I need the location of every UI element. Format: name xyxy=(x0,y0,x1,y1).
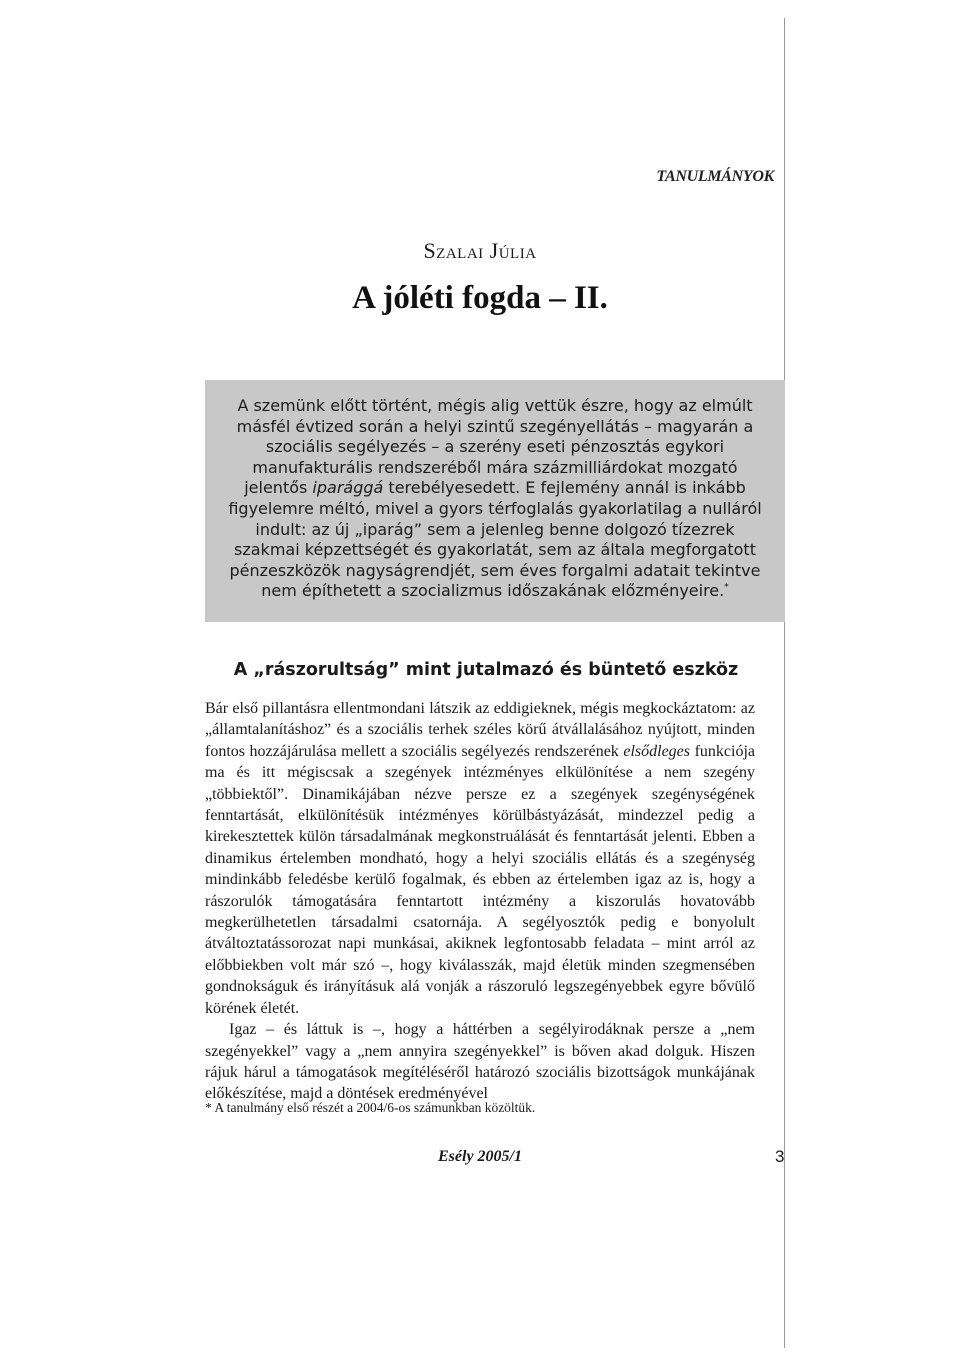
footnote: * A tanulmány első részét a 2004/6-os számunkban közöltük. xyxy=(205,1100,536,1115)
abstract-box xyxy=(205,380,785,622)
section-heading: A „rászorultság” mint jutalmazó és büntető eszköz xyxy=(233,660,739,680)
paragraph-1-italic: elsődleges xyxy=(623,742,691,760)
abstract-italic-word: iparággá xyxy=(312,478,384,498)
footnote-marker: * xyxy=(724,583,729,594)
paragraph-1-part2: funkciója ma és itt mégiscsak a szegények intézményes elkülönítése a nem szegény „többiektől”. Dinamikájában nézve persze ez a szegények szegénységének fenntartását, elkülönítésük intézményes körülbástyázását, mindezzel pedig a kirekesztettek külön társadalmának megkonstruálását és fenntartását jelenti. Ebben a dinamikus értelemben mondható, hogy a helyi szociális ellátás és a szegénység mindinkább feledésbe kerülő fogalmak, és ebben az értelemben igaz az is, hogy a rászorulók támogatására fenntartott intézmény a kiszorulás hovatovább megkerülhetetlen társadalmi csatornája. A segélyosztók pedig e bonyolult átváltoztatássorozat napi munkásai, akiknek legfontosabb feladata – mint arról az előbbiekben volt már szó –, hogy kiválasszák, majd életük minden szegmensében gondnokságuk és irányításuk alá vonják a rászoruló legszegényebbek egyre bővülő körének életét. xyxy=(205,742,755,1017)
paragraph-2: Igaz – és láttuk is –, hogy a háttérben a segélyirodáknak persze a „nem szegényekkel” vagy a „nem annyira szegényekkel” is bőven akad dolguk. Hiszen rájuk hárul a támogatások megítéléséről határozó szociális bizottságok munkájának előkészítése, majd a döntések eredményével xyxy=(205,1021,755,1103)
article-title: A jóléti fogda – II. xyxy=(352,280,608,316)
author-name: Szalai Júlia xyxy=(423,238,537,263)
body-text xyxy=(205,698,755,1105)
paragraph-1-part1: Bár első pillantásra ellentmondani látszik az eddigieknek, mégis megkockáztatom: az „államtalanításhoz” és a szociális terhek széles körű átvállalásához nyújtott, minden fontos hozzájárulása mellett a szociális segélyezés rendszerének xyxy=(205,700,755,760)
section-label: TANULMÁNYOK xyxy=(656,168,774,185)
abstract-text-part2: terebélyesedett. E fejlemény annál is inkább figyelemre méltó, mivel a gyors térfoglalás gyakorlatilag a nulláról indult: az új „iparág” sem a jelenleg benne dolgozó tízezrek szakmai képzettségét és gyakorlatát, sem az általa megforgatott pénzeszközök nagyságrendjét, sem éves forgalmi adatait tekintve nem építhetett a szocializmus időszakának előzményeire. xyxy=(228,478,762,601)
page-number: 3 xyxy=(775,1147,785,1166)
paragraph-1 xyxy=(205,698,755,1019)
journal-footer: Esély 2005/1 xyxy=(438,1148,522,1165)
abstract-text-part1: A szemünk előtt történt, mégis alig vettük észre, hogy az elmúlt másfél évtized során a helyi szintű szegényellátás – magyarán a szociális segélyezés – a szerény eseti pénzosztás egykori manufakturális rendszeréből mára százmilliárdokat mozgató jelentős xyxy=(236,396,754,498)
